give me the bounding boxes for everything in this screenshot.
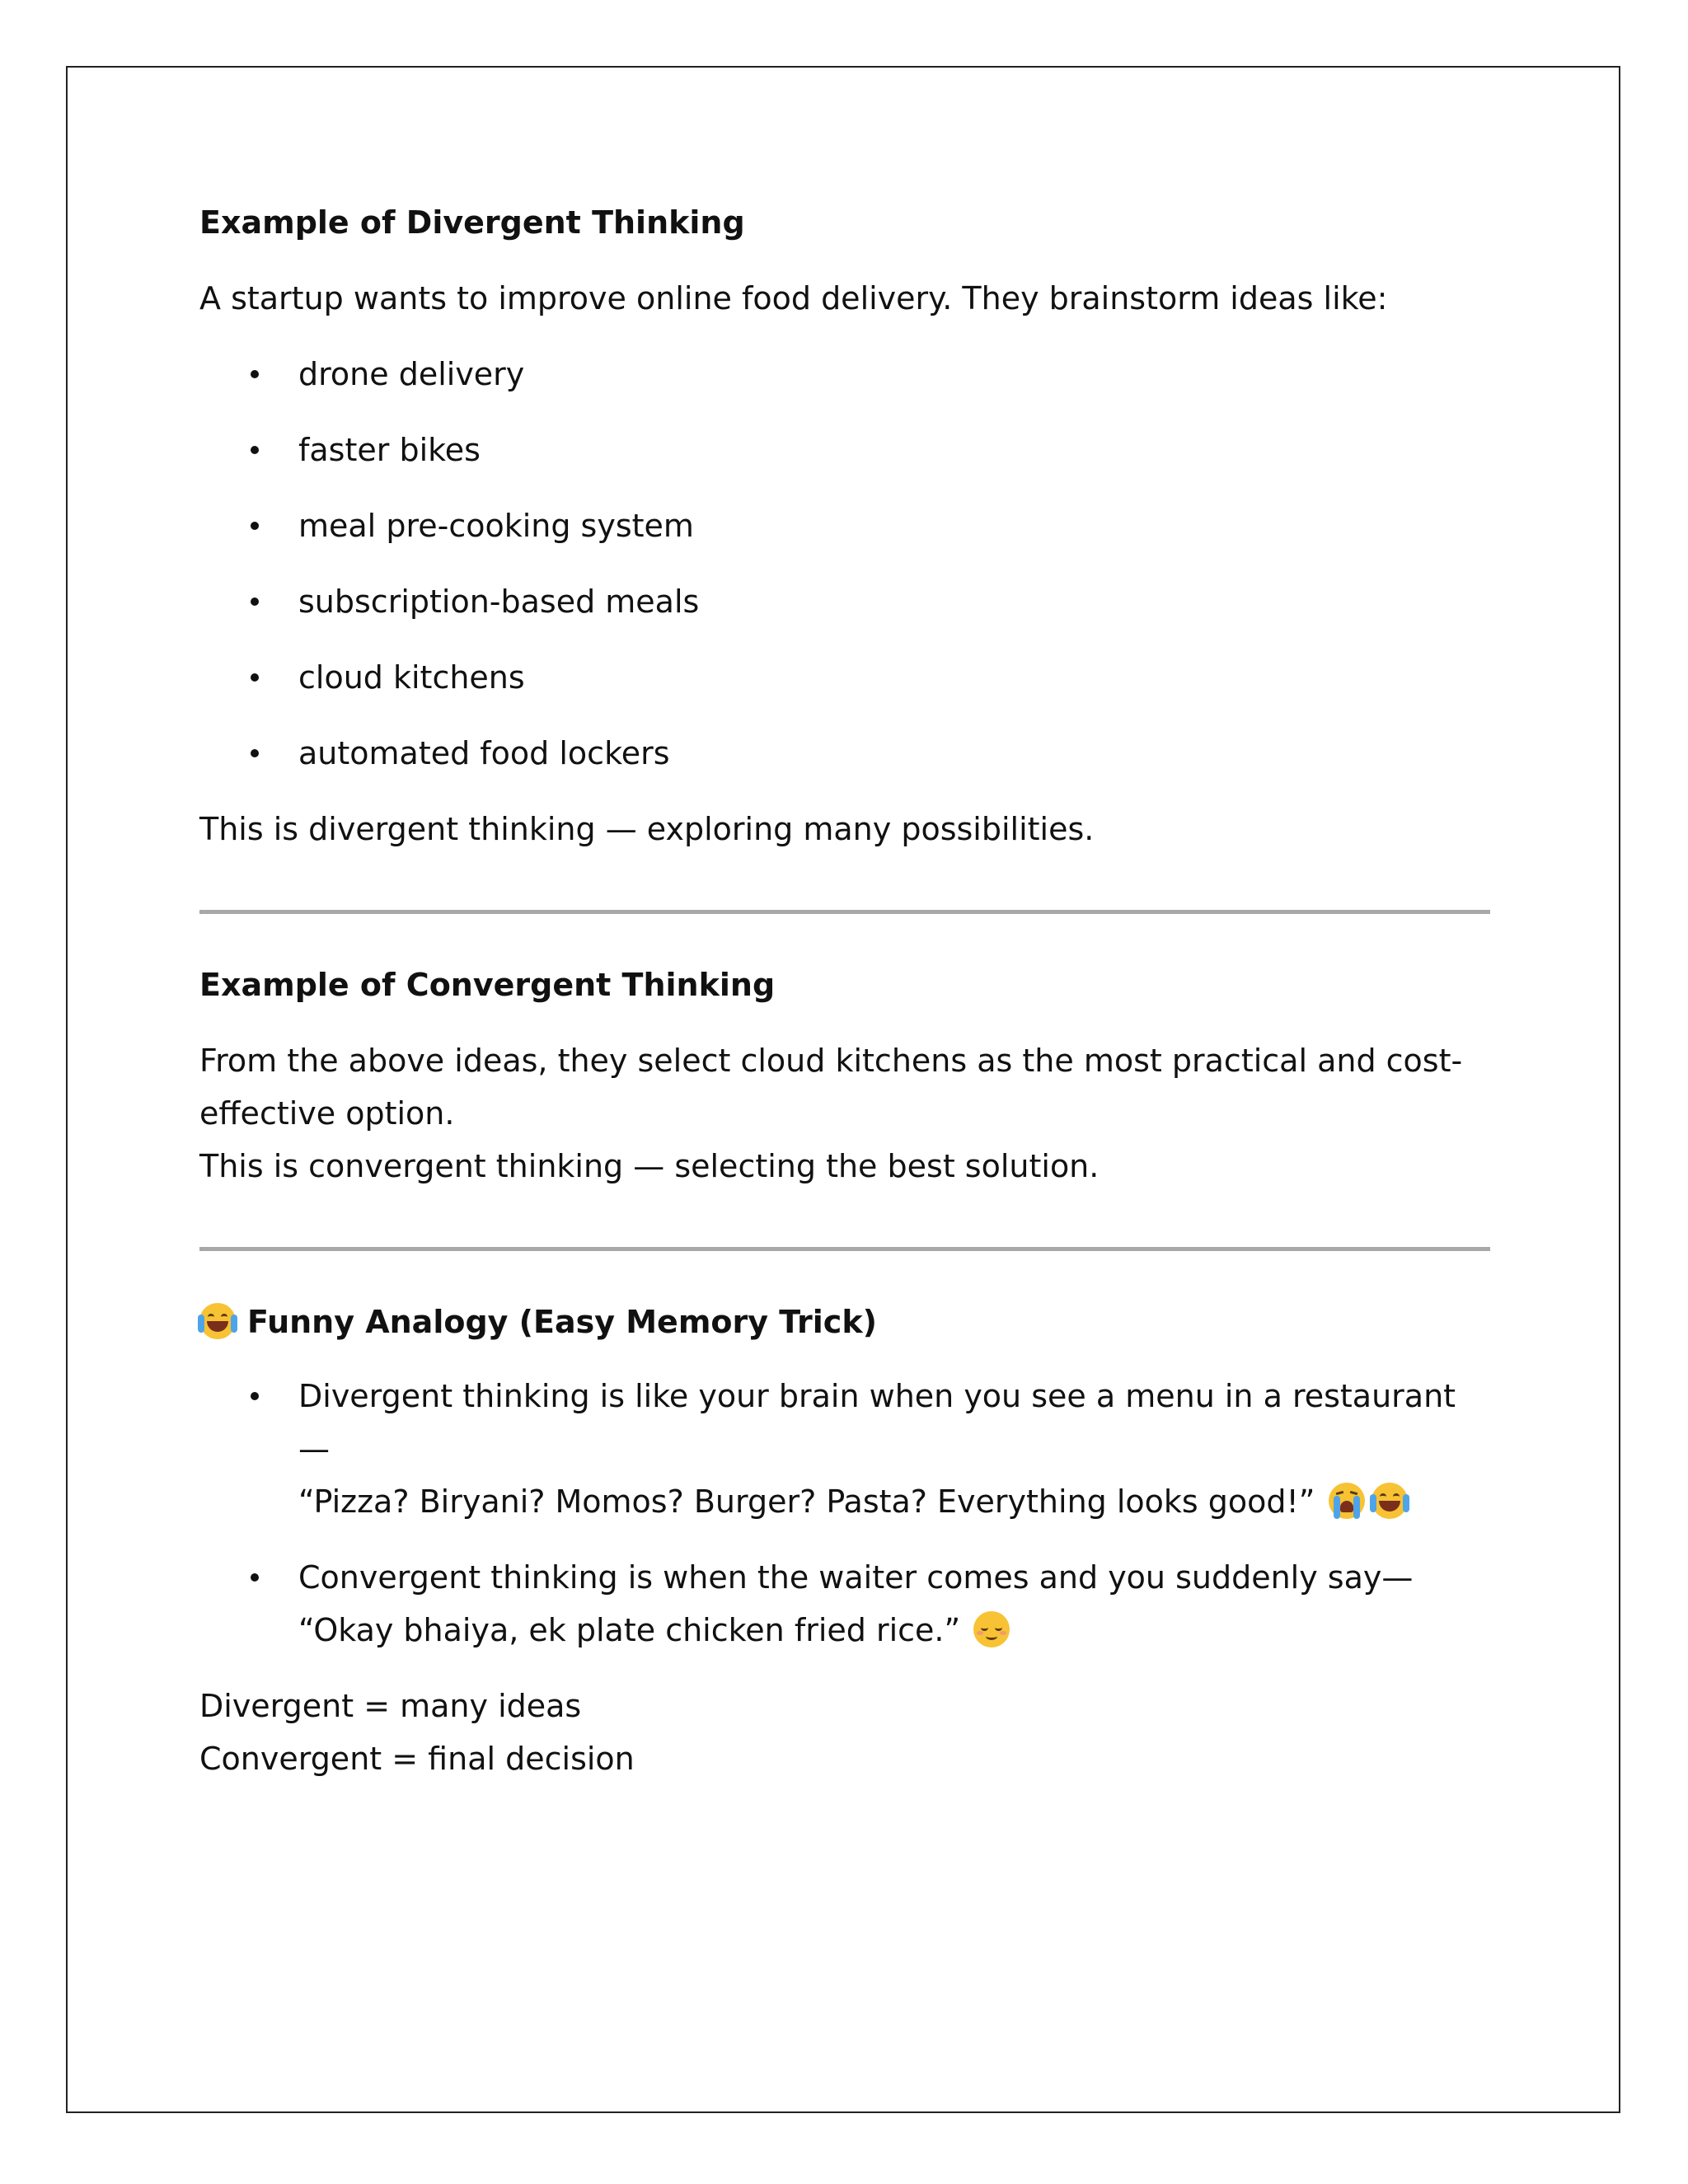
divergent-heading: Example of Divergent Thinking [199,204,745,241]
analogy-heading-text: Funny Analogy (Easy Memory Trick) [247,1304,877,1340]
convergent-heading: Example of Convergent Thinking [199,967,776,1003]
divergent-intro: A startup wants to improve online food delivery. They brainstorm ideas like: [199,280,1388,316]
idea-text: cloud kitchens [298,659,525,696]
summary-divergent: Divergent = many ideas [199,1688,582,1724]
crying-icon [1329,1483,1365,1519]
idea-text: drone delivery [298,356,525,392]
analogy-heading [199,1297,1493,1347]
relieved-face-icon [973,1611,1010,1647]
list-item [199,499,1493,552]
list-item [199,1551,1493,1657]
bullet-icon [251,446,259,454]
analogy-bullet-2-line-1: Convergent thinking is when the waiter comes and you suddenly say— [298,1559,1414,1596]
laughing-tears-icon [199,1303,236,1339]
bullet-icon [251,598,259,606]
list-item [199,651,1493,704]
analogy-list [199,1370,1493,1657]
analogy-bullet-2-line-2: “Okay bhaiya, ek plate chicken fried rice.” [298,1612,961,1648]
bullet-icon [251,673,259,682]
analogy-bullet-1-line-2: “Pizza? Biryani? Momos? Burger? Pasta? Everything looks good!” [298,1483,1315,1520]
list-item [199,575,1493,628]
bullet-icon [251,1392,259,1400]
list-item [199,1370,1493,1528]
horizontal-divider [199,1247,1490,1251]
divergent-closing: This is divergent thinking — exploring many possibilities. [199,811,1095,847]
summary-convergent: Convergent = final decision [199,1741,635,1777]
convergent-line-2: This is convergent thinking — selecting the best solution. [199,1148,1100,1184]
bullet-icon [251,522,259,530]
analogy-bullet-1-line-1: Divergent thinking is like your brain when you see a menu in a restaurant — [298,1378,1456,1467]
idea-text: automated food lockers [298,735,670,771]
idea-text: meal pre-cooking system [298,508,694,544]
convergent-text [199,1034,1493,1193]
idea-text: subscription-based meals [298,583,700,620]
horizontal-divider [199,910,1490,914]
laughing-tears-icon [1372,1483,1408,1519]
bullet-icon [251,1573,259,1582]
idea-text: faster bikes [298,432,481,468]
bullet-icon [251,370,259,378]
list-item [199,348,1493,401]
ideas-list [199,348,1493,780]
document-content [199,198,1493,1785]
summary-text [199,1680,1493,1785]
list-item [199,424,1493,476]
bullet-icon [251,749,259,757]
convergent-line-1: From the above ideas, they select cloud kitchens as the most practical and cost-effective option. [199,1043,1463,1132]
list-item [199,727,1493,780]
